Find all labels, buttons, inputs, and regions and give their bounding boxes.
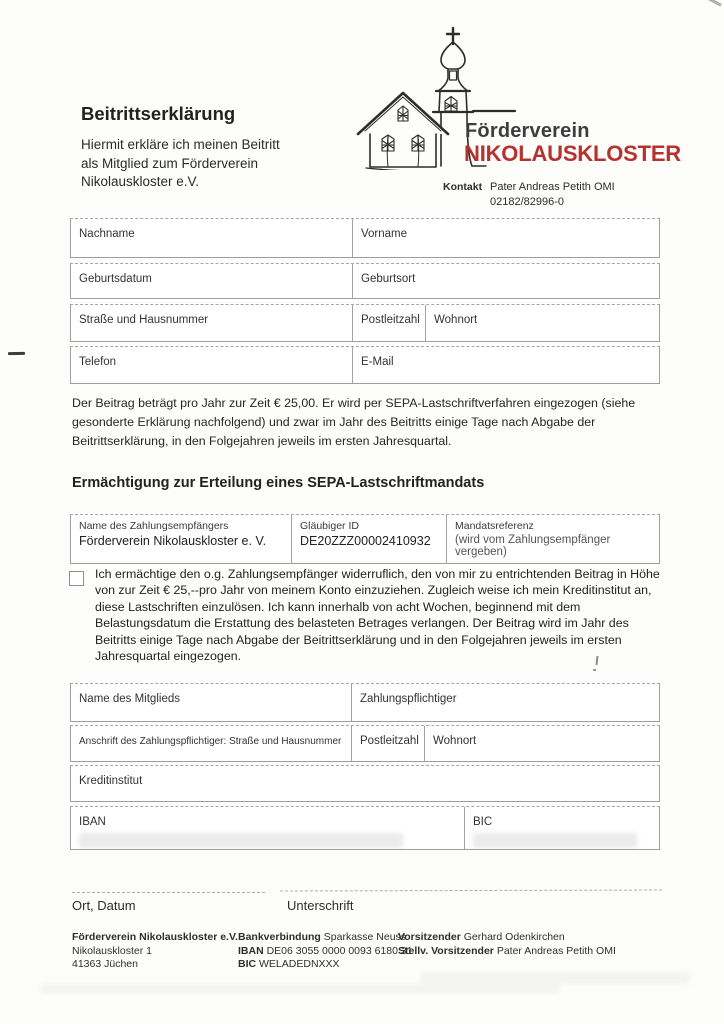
nachname-field[interactable]	[71, 219, 352, 257]
intro-text	[81, 136, 280, 192]
place-date-label: Ort, Datum	[72, 898, 136, 913]
creditor-id-cell	[291, 515, 446, 563]
chair-name: Gerhard Odenkirchen	[463, 931, 565, 943]
bank-label: Bankverbindung	[238, 931, 321, 943]
vice-chair-name: Pater Andreas Petith OMI	[496, 944, 616, 957]
iban-label: IBAN	[238, 944, 264, 957]
field-label: E-Mail	[361, 356, 394, 368]
bic-value: WELADEDNXXX	[259, 958, 340, 970]
field-label: Straße und Hausnummer	[79, 314, 209, 326]
bic-field[interactable]	[464, 807, 659, 849]
plz-field[interactable]	[352, 305, 425, 341]
scan-speck	[593, 669, 596, 671]
field-label: Mandatsreferenz	[455, 520, 534, 532]
intro-line: als Mitglied zum Förderverein	[81, 155, 259, 171]
bank-name: Sparkasse Neuss	[323, 931, 407, 943]
sepa-heading: Ermächtigung zur Erteilung eines SEPA-Lastschriftmandats	[72, 475, 485, 491]
table-row	[70, 765, 660, 802]
field-label: Zahlungspflichtiger	[360, 693, 457, 705]
footer-org-name: Förderverein Nikolauskloster e.V.	[72, 931, 238, 943]
table-row	[70, 725, 660, 762]
member-name-field[interactable]	[71, 684, 351, 721]
org-name-line1: Förderverein	[465, 120, 590, 142]
mandate-ref-value: (wird vom Zahlungsempfänger vergeben)	[455, 534, 611, 558]
sepa-authorization-text: Ich ermächtige den o.g. Zahlungsempfänger widerruflich, den von mir zu entrichtenden Beitrag in Höhe von zur Zeit € 25,--pro Jahr von meinem Konto einzuziehen. Zugleich weise ich mein Kreditinstitut an, diese Lastschriften einzulösen. Ich kann innerhalb von acht Wochen, beginnend mit dem Belastungsdatum die Erstattung des belasteten Betrages verlangen. Der Beitrag wird im Jahr des Beitritts einige Tage nach Abgabe der Beitrittserklärung und in den Folgejahren jeweils im ersten Jahresquartal eingezogen.	[95, 567, 660, 664]
creditor-id-value: DE20ZZZ00002410932	[300, 534, 431, 548]
table-row	[70, 683, 660, 722]
scan-smudge	[420, 972, 690, 984]
mandate-ref-cell	[446, 515, 659, 563]
chair-label: Vorsitzender	[398, 931, 461, 943]
field-label: Vorname	[361, 228, 408, 240]
iban-field[interactable]	[71, 807, 464, 849]
sepa-creditor-table	[70, 514, 660, 564]
field-label: Telefon	[79, 356, 117, 368]
fee-paragraph: Der Beitrag beträgt pro Jahr zur Zeit € 25,00. Er wird per SEPA-Lastschriftverfahren eingezogen (siehe gesonderte Erklärung nachfolgend) und zwar im Jahr des Beitritts einige Tage nach Abgabe der Beitrittserklärung, in den Folgejahren jeweils im ersten Jahresquartal.	[72, 396, 636, 448]
payer-plz-field[interactable]	[351, 726, 424, 761]
field-label: Wohnort	[433, 735, 477, 747]
wohnort-field[interactable]	[425, 305, 659, 341]
vice-chair-label: Stellv. Vorsitzender	[398, 944, 494, 957]
footer-org-city: 41363 Jüchen	[72, 958, 138, 970]
field-label: Postleitzahl	[361, 314, 420, 326]
signature-label: Unterschrift	[287, 898, 354, 913]
table-row	[70, 346, 660, 384]
scan-corner-mark	[706, 0, 722, 7]
signature-line[interactable]	[280, 889, 662, 891]
field-label: Gläubiger ID	[300, 520, 359, 532]
field-label: Nachname	[79, 228, 135, 240]
footer-org-street: Nikolauskloster 1	[72, 944, 152, 957]
footer-bank-details	[238, 931, 413, 972]
footer-board	[398, 931, 616, 958]
strasse-field[interactable]	[71, 305, 352, 341]
place-date-signature-line[interactable]	[72, 892, 265, 893]
scan-smudge	[79, 833, 403, 848]
intro-line: Nikolauskloster e.V.	[81, 174, 200, 190]
field-label: BIC	[473, 816, 493, 828]
iban-value: DE06 3055 0000 0093 6180 31	[266, 944, 413, 957]
payer-data-table	[70, 683, 660, 850]
sepa-consent-checkbox[interactable]	[69, 571, 84, 586]
contact-block	[443, 181, 615, 208]
payer-wohnort-field[interactable]	[424, 726, 659, 761]
table-row	[70, 304, 660, 342]
field-label: Anschrift des Zahlungspflichtiger: Straße und Hausnummer	[79, 736, 342, 747]
table-row	[70, 263, 660, 299]
field-label: IBAN	[79, 816, 106, 828]
org-name-line2: NIKOLAUSKLOSTER	[464, 141, 682, 166]
field-label: Kreditinstitut	[79, 775, 143, 787]
payer-name-field[interactable]	[351, 684, 659, 721]
creditor-cell	[71, 515, 291, 563]
bic-label: BIC	[238, 958, 257, 970]
field-label: Geburtsdatum	[79, 273, 152, 285]
page-title: Beitrittserklärung	[81, 103, 236, 124]
telefon-field[interactable]	[71, 347, 352, 383]
field-label: Wohnort	[434, 314, 478, 326]
creditor-value: Förderverein Nikolauskloster e. V.	[79, 534, 267, 548]
table-row	[70, 806, 660, 850]
field-label: Name des Zahlungsempfängers	[79, 520, 229, 532]
footer-org-address	[72, 931, 238, 972]
contact-name: Pater Andreas Petith OMI	[490, 181, 615, 193]
field-label: Geburtsort	[361, 273, 416, 285]
scan-fold-mark	[8, 352, 25, 355]
vorname-field[interactable]	[352, 219, 659, 257]
field-label: Postleitzahl	[360, 735, 419, 747]
kreditinstitut-field[interactable]	[71, 766, 659, 801]
contact-phone: 02182/82996-0	[490, 196, 565, 208]
member-data-table	[70, 218, 660, 384]
geburtsdatum-field[interactable]	[71, 264, 352, 298]
scan-smudge	[473, 833, 637, 848]
scan-smudge	[40, 984, 560, 994]
payer-address-field[interactable]	[71, 726, 351, 761]
intro-line: Hiermit erkläre ich meinen Beitritt	[81, 137, 280, 152]
contact-label: Kontakt	[443, 181, 483, 193]
geburtsort-field[interactable]	[352, 264, 659, 298]
field-label: Name des Mitglieds	[79, 693, 180, 705]
table-row	[70, 514, 660, 564]
email-field[interactable]	[352, 347, 659, 383]
table-row	[70, 218, 660, 258]
